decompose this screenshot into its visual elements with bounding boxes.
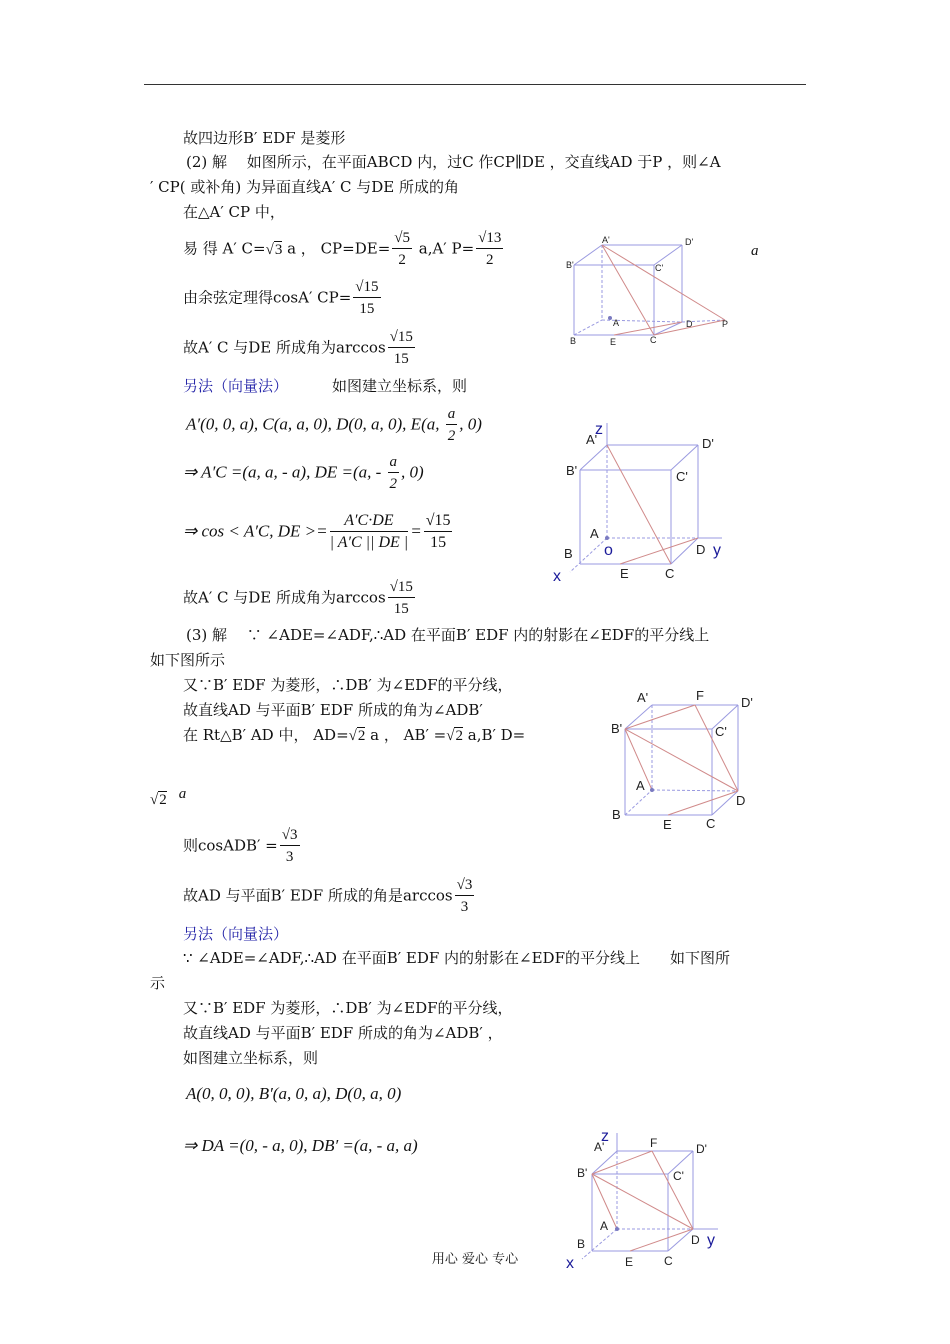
text-line: 示 — [150, 974, 166, 992]
fig2-label: C — [665, 566, 675, 581]
fig1-label: C' — [655, 263, 664, 273]
formula-line: 由余弦定理得cosA′ CP= $\frac{√15}{15}$ — [183, 279, 379, 317]
fig1-label: A' — [602, 235, 610, 245]
formula-line: ⇒ cos < A′C, DE >= $\frac{A'C\cdot DE}{| A'C || DE |}$ = $\frac{√15}{15}$ — [183, 512, 451, 551]
fig3-label: D' — [741, 695, 753, 710]
fig3-label: F — [696, 688, 704, 703]
header-rule — [144, 84, 806, 85]
fig3-label: A — [636, 778, 645, 793]
fig4-label: C' — [673, 1169, 684, 1183]
text-line: 如下图所示 — [150, 651, 226, 669]
fig4-label: D — [691, 1233, 700, 1247]
text-line: 在△A′ CP 中， — [183, 203, 285, 221]
text-line: 故四边形B′ EDF 是菱形 — [183, 129, 346, 147]
fig1-label: E — [610, 337, 617, 347]
fig4-label: A' — [594, 1140, 605, 1154]
fig2-axis-label: x — [553, 568, 561, 585]
formula-line: 故A′ C 与DE 所成角为arccos $\frac{√15}{15}$ — [183, 579, 413, 617]
text-line: ′ CP( 或补角) 为异面直线A′ C 与DE 所成的角 — [150, 178, 459, 196]
fig4-label: F — [650, 1136, 658, 1150]
fig1-label: D' — [685, 237, 694, 247]
text-line: 另法（向量法） 如图建立坐标系，则 — [183, 377, 468, 395]
fig1-label: P — [722, 319, 729, 329]
fig4-label: D' — [696, 1142, 707, 1156]
formula-line: 易 得 A′ C=√3 a ， CP=DE= $\frac{√5}{2}$ a,A′ P= $\frac{√13}{2}$ — [183, 230, 502, 268]
text-line: ∵ ∠ADE=∠ADF,∴AD 在平面B′ EDF 内的射影在∠EDF的平分线上 如下图所 — [183, 949, 730, 967]
fig2-origin-label: o — [604, 542, 613, 559]
fig3-label: C' — [715, 724, 727, 739]
formula-line: A(0, 0, 0), B′(a, 0, a), D(0, a, 0) — [186, 1084, 402, 1103]
cube-figure-3 — [605, 685, 765, 835]
fig4-label: A — [600, 1219, 609, 1233]
formula-line: ⇒ A′C =(a, a, - a), DE =(a, - $\frac{a}{2}$ , 0) — [183, 454, 424, 492]
formula-line: 故AD 与平面B′ EDF 所成的角是arccos $\frac{√3}{3}$ — [183, 877, 473, 915]
formula-line: 则cosADB′ = $\frac{√3}{3}$ — [183, 827, 298, 865]
text-line: 另法（向量法） — [183, 925, 289, 943]
cube-figure-2 — [550, 418, 740, 588]
text-line: (2) 解 如图所示，在平面ABCD 内，过C 作CP∥DE ，交直线AD 于P ，则∠A — [186, 153, 721, 171]
fig2-axis-label: z — [595, 421, 603, 438]
fig1-label: D — [686, 319, 693, 329]
fig3-label: C — [706, 816, 716, 831]
fig2-label: D — [696, 542, 706, 557]
fig4-label: C — [664, 1254, 673, 1268]
text-line: 故直线AD 与平面B′ EDF 所成的角为∠ADB′ ， — [183, 1024, 503, 1042]
fig4-axis-label: x — [566, 1255, 574, 1272]
cube-figure-1 — [560, 235, 740, 350]
fig2-label: D' — [702, 436, 714, 451]
fig2-label: B' — [566, 463, 578, 478]
fig2-label: A — [590, 526, 599, 541]
fig3-label: E — [663, 817, 672, 832]
text-line: 故直线AD 与平面B′ EDF 所成的角为∠ADB′ — [183, 701, 483, 719]
text-line: 又∵B′ EDF 为菱形，∴DB′ 为∠EDF的平分线， — [183, 999, 513, 1017]
fig4-label: E — [625, 1255, 634, 1269]
text-line: 又∵B′ EDF 为菱形，∴DB′ 为∠EDF的平分线， — [183, 676, 513, 694]
fig3-label: B' — [611, 721, 623, 736]
fig1-label: A — [613, 318, 620, 328]
fig4-axis-label: y — [707, 1232, 715, 1249]
formula-line: 故A′ C 与DE 所成角为arccos $\frac{√15}{15}$ — [183, 329, 413, 367]
formula-line: A′(0, 0, a), C(a, a, 0), D(0, a, 0), E(a, $\frac{a}{2}$ , 0) — [186, 406, 482, 444]
fig3-label: A' — [637, 690, 649, 705]
text-fragment: a — [751, 243, 759, 259]
fig2-label: E — [620, 566, 629, 581]
fig3-label: B — [612, 807, 621, 822]
fig1-label: B — [570, 336, 577, 346]
fig4-axis-label: z — [601, 1128, 609, 1145]
formula-line: 在 Rt△B′ AD 中， AD=√2 a ， AB′ =√2 a,B′ D= — [183, 726, 526, 744]
fig4-label: B' — [577, 1166, 588, 1180]
text-line: 如图建立坐标系，则 — [183, 1049, 319, 1067]
text-line: (3) 解 ∵ ∠ADE=∠ADF,∴AD 在平面B′ EDF 内的射影在∠EDF的平分线上 — [186, 626, 710, 644]
fig1-label: B' — [566, 260, 574, 270]
fig2-axis-label: y — [713, 542, 721, 559]
fig2-label: A' — [586, 432, 598, 447]
fig1-label: C — [650, 335, 657, 345]
page-footer: 用心 爱心 专心 — [431, 1252, 519, 1267]
fig4-label: B — [577, 1237, 586, 1251]
fig2-label: B — [564, 546, 573, 561]
fig2-label: C' — [676, 469, 688, 484]
formula-line: √2 a — [150, 786, 187, 808]
formula-line: ⇒ DA =(0, - a, 0), DB′ =(a, - a, a) — [183, 1136, 418, 1155]
fig3-label: D — [736, 793, 746, 808]
